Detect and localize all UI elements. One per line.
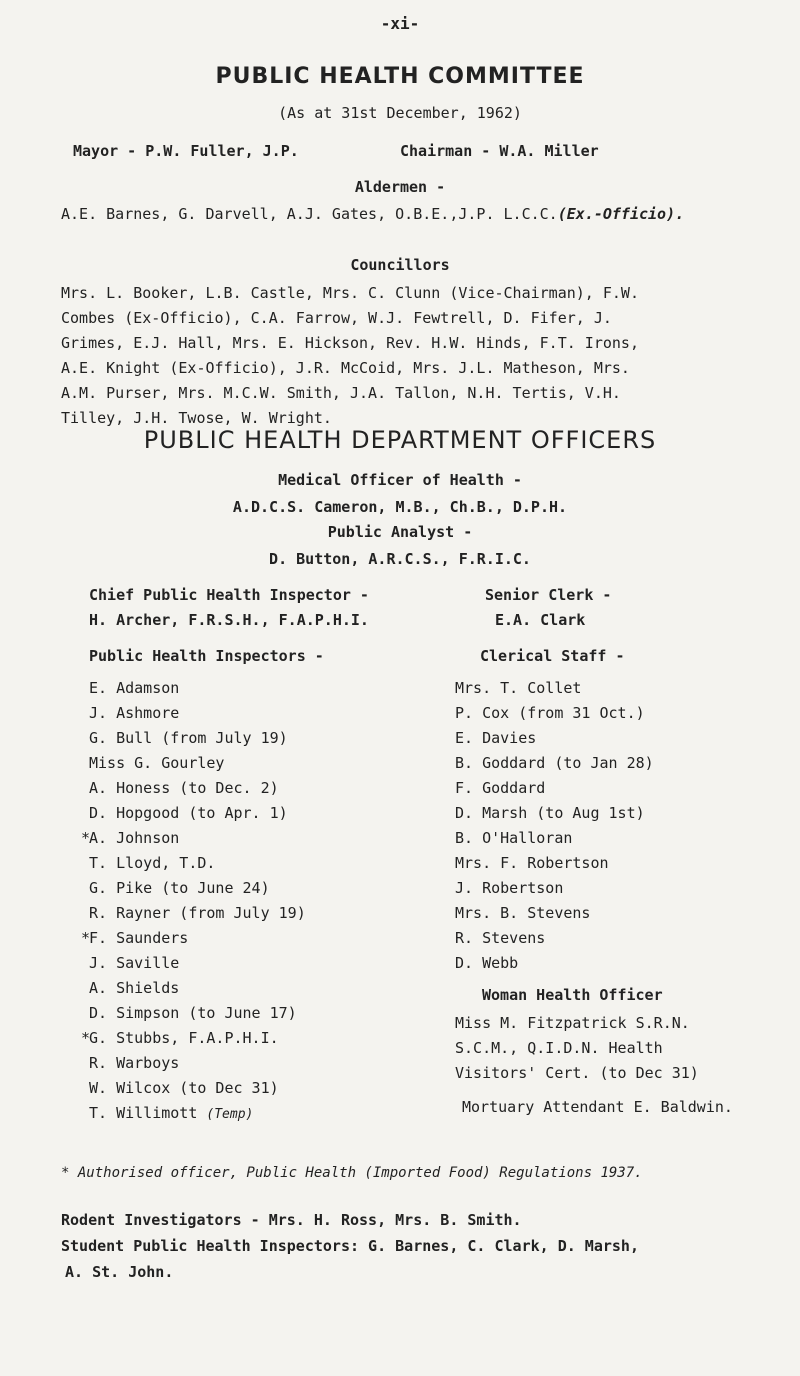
list-item: B. O'Halloran [455, 829, 573, 847]
list-item: J. Saville [89, 954, 180, 972]
page-number: -xi- [380, 14, 420, 33]
student-inspectors: Student Public Health Inspectors: G. Barnes, C. Clark, D. Marsh, [61, 1237, 639, 1255]
clerical-heading: Clerical Staff - [480, 647, 625, 665]
list-item: R. Stevens [455, 929, 546, 947]
list-item: Mrs. F. Robertson [455, 854, 609, 872]
aldermen-list [61, 205, 684, 223]
list-item: A. Shields [89, 979, 180, 997]
list-item: *G. Stubbs, F.A.P.H.I. [81, 1029, 279, 1047]
chief-inspector-heading: Chief Public Health Inspector - [89, 586, 369, 604]
councillors-line: Mrs. L. Booker, L.B. Castle, Mrs. C. Clunn (Vice-Chairman), F.W. [61, 284, 639, 302]
list-item: R. Rayner (from July 19) [89, 904, 306, 922]
list-item: *F. Saunders [81, 929, 189, 947]
list-item: W. Wilcox (to Dec 31) [89, 1079, 279, 1097]
councillors-heading: Councillors [350, 256, 450, 274]
committee-title: PUBLIC HEALTH COMMITTEE [215, 64, 585, 89]
inspectors-heading: Public Health Inspectors - [89, 647, 324, 665]
senior-clerk-heading: Senior Clerk - [485, 586, 612, 604]
list-item: T. Lloyd, T.D. [89, 854, 216, 872]
list-item: Miss G. Gourley [89, 754, 225, 772]
inspectors-list [81, 676, 306, 1126]
list-item: J. Ashmore [89, 704, 180, 722]
councillors-line: Combes (Ex-Officio), C.A. Farrow, W.J. Fewtrell, D. Fifer, J. [61, 309, 612, 327]
list-item: G. Bull (from July 19) [89, 729, 288, 747]
list-item: T. Willimott (Temp) [89, 1104, 254, 1122]
councillors-line: Tilley, J.H. Twose, W. Wright. [61, 409, 332, 427]
rodent-investigators: Rodent Investigators - Mrs. H. Ross, Mrs. B. Smith. [61, 1211, 522, 1229]
list-item: D. Hopgood (to Apr. 1) [89, 804, 288, 822]
committee-subtitle: (As at 31st December, 1962) [278, 104, 522, 122]
councillors-line: A.E. Knight (Ex-Officio), J.R. McCoid, Mrs. J.L. Matheson, Mrs. [61, 359, 630, 377]
list-item: F. Goddard [455, 779, 546, 797]
woman-officer-heading: Woman Health Officer [482, 986, 663, 1004]
woman-officer-line: S.C.M., Q.I.D.N. Health [455, 1039, 663, 1057]
list-item: D. Simpson (to June 17) [89, 1004, 297, 1022]
footnote: * Authorised officer, Public Health (Imported Food) Regulations 1937. [61, 1165, 643, 1181]
list-item: D. Webb [455, 954, 519, 972]
woman-officer-line: Visitors' Cert. (to Dec 31) [455, 1064, 699, 1082]
analyst-heading: Public Analyst - [327, 523, 473, 541]
list-item: J. Robertson [455, 879, 564, 897]
aldermen-heading: Aldermen - [354, 178, 446, 196]
analyst-name: D. Button, A.R.C.S., F.R.I.C. [269, 550, 531, 568]
list-item: *A. Johnson [81, 829, 180, 847]
councillors-line: A.M. Purser, Mrs. M.C.W. Smith, J.A. Tallon, N.H. Tertis, V.H. [61, 384, 621, 402]
moh-name: A.D.C.S. Cameron, M.B., Ch.B., D.P.H. [232, 498, 568, 516]
chief-inspector-name: H. Archer, F.R.S.H., F.A.P.H.I. [89, 611, 369, 629]
aldermen-ex-officio: (Ex.-Officio). [557, 205, 685, 223]
list-item: E. Davies [455, 729, 537, 747]
list-item: Mrs. B. Stevens [455, 904, 591, 922]
list-item: Mrs. T. Collet [455, 679, 582, 697]
clerical-list [455, 676, 654, 976]
list-item: G. Pike (to June 24) [89, 879, 270, 897]
chairman-line: Chairman - W.A. Miller [400, 142, 599, 160]
councillors-line: Grimes, E.J. Hall, Mrs. E. Hickson, Rev. H.W. Hinds, F.T. Irons, [61, 334, 639, 352]
student-inspectors-cont: A. St. John. [65, 1263, 174, 1281]
councillors-list [61, 281, 756, 431]
list-item: B. Goddard (to Jan 28) [455, 754, 654, 772]
mayor-line: Mayor - P.W. Fuller, J.P. [73, 142, 299, 160]
list-item: A. Honess (to Dec. 2) [89, 779, 279, 797]
mortuary-attendant: Mortuary Attendant E. Baldwin. [462, 1098, 733, 1116]
department-title: PUBLIC HEALTH DEPARTMENT OFFICERS [143, 426, 657, 454]
list-item: E. Adamson [89, 679, 180, 697]
list-item: D. Marsh (to Aug 1st) [455, 804, 645, 822]
aldermen-names: A.E. Barnes, G. Darvell, A.J. Gates, O.B.E.,J.P. L.C.C. [61, 205, 558, 223]
senior-clerk-name: E.A. Clark [495, 611, 586, 629]
list-item: R. Warboys [89, 1054, 180, 1072]
woman-officer-line: Miss M. Fitzpatrick S.R.N. [455, 1014, 690, 1032]
woman-officer-details [455, 1011, 699, 1086]
moh-heading: Medical Officer of Health - [278, 471, 522, 489]
list-item: P. Cox (from 31 Oct.) [455, 704, 645, 722]
